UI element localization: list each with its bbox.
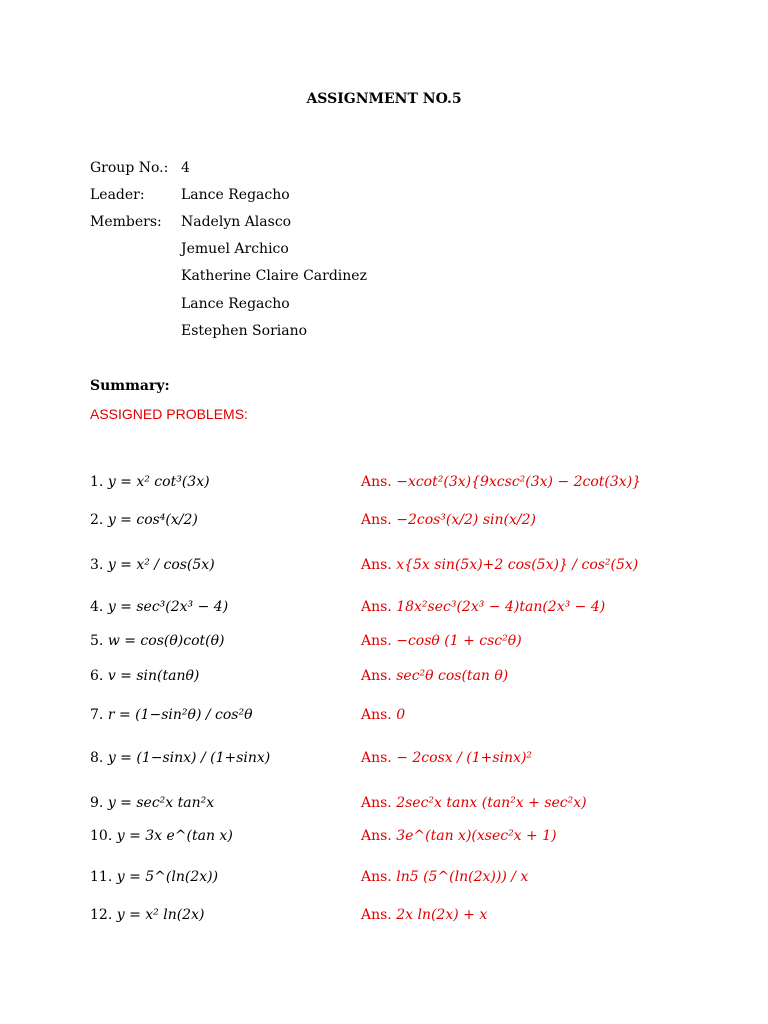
problem-number: 6. bbox=[90, 668, 104, 684]
problem-row bbox=[90, 557, 215, 573]
answer-expression: ln5 (5^(ln(2x))) / x bbox=[396, 869, 529, 885]
problem-expression: v = sin(tanθ) bbox=[107, 668, 200, 684]
assigned-problems-heading: ASSIGNED PROBLEMS: bbox=[90, 406, 248, 422]
member-name: Estephen Soriano bbox=[181, 323, 308, 339]
problem-row bbox=[90, 707, 253, 723]
problem-row bbox=[90, 474, 210, 490]
problem-expression: y = 3x e^(tan x) bbox=[116, 828, 233, 844]
member-name: Jemuel Archico bbox=[181, 241, 289, 257]
members-label: Members: bbox=[90, 214, 162, 230]
answer-expression: 3e^(tan x)(xsec²x + 1) bbox=[396, 828, 557, 844]
answer-label: Ans. bbox=[361, 828, 392, 844]
answer-row bbox=[361, 707, 405, 723]
answer-label: Ans. bbox=[361, 750, 392, 766]
problem-number: 10. bbox=[90, 828, 113, 844]
answer-expression: −xcot²(3x){9xcsc²(3x) − 2cot(3x)} bbox=[396, 474, 642, 490]
problem-expression: y = x² cot³(3x) bbox=[107, 474, 210, 490]
answer-expression: −cosθ (1 + csc²θ) bbox=[396, 633, 522, 649]
problem-number: 11. bbox=[90, 869, 113, 885]
answer-label: Ans. bbox=[361, 907, 392, 923]
problem-expression: y = sec²x tan²x bbox=[107, 795, 215, 811]
member-name: Lance Regacho bbox=[181, 296, 290, 312]
problem-row bbox=[90, 633, 224, 649]
problem-number: 4. bbox=[90, 599, 104, 615]
problem-number: 5. bbox=[90, 633, 104, 649]
problem-number: 9. bbox=[90, 795, 104, 811]
answer-expression: x{5x sin(5x)+2 cos(5x)} / cos²(5x) bbox=[396, 557, 639, 573]
answer-label: Ans. bbox=[361, 633, 392, 649]
problem-number: 8. bbox=[90, 750, 104, 766]
problem-row bbox=[90, 907, 204, 923]
summary-heading: Summary: bbox=[90, 378, 170, 394]
problem-expression: y = x² ln(2x) bbox=[116, 907, 205, 923]
problem-expression: r = (1−sin²θ) / cos²θ bbox=[107, 707, 253, 723]
answer-row bbox=[361, 668, 508, 684]
problem-row bbox=[90, 828, 233, 844]
answer-label: Ans. bbox=[361, 474, 392, 490]
answer-row bbox=[361, 557, 638, 573]
problem-number: 12. bbox=[90, 907, 113, 923]
problem-expression: y = sec³(2x³ − 4) bbox=[107, 599, 229, 615]
problem-row bbox=[90, 512, 198, 528]
answer-expression: 2sec²x tanx (tan²x + sec²x) bbox=[396, 795, 587, 811]
answer-expression: 0 bbox=[396, 707, 406, 723]
answer-row bbox=[361, 599, 605, 615]
answer-row bbox=[361, 907, 487, 923]
problem-number: 1. bbox=[90, 474, 104, 490]
answer-expression: 18x²sec³(2x³ − 4)tan(2x³ − 4) bbox=[396, 599, 606, 615]
leader-label: Leader: bbox=[90, 187, 145, 203]
answer-label: Ans. bbox=[361, 512, 392, 528]
answer-label: Ans. bbox=[361, 707, 392, 723]
problem-number: 7. bbox=[90, 707, 104, 723]
problem-row bbox=[90, 869, 218, 885]
answer-row bbox=[361, 750, 532, 766]
group-label: Group No.: bbox=[90, 160, 169, 176]
answer-row bbox=[361, 869, 528, 885]
problem-expression: y = cos⁴(x/2) bbox=[107, 512, 198, 528]
answer-row bbox=[361, 795, 587, 811]
problem-expression: y = 5^(ln(2x)) bbox=[116, 869, 219, 885]
answer-row bbox=[361, 512, 536, 528]
answer-label: Ans. bbox=[361, 599, 392, 615]
problem-expression: y = x² / cos(5x) bbox=[107, 557, 215, 573]
problem-row bbox=[90, 750, 270, 766]
group-value: 4 bbox=[181, 160, 190, 176]
problem-number: 2. bbox=[90, 512, 104, 528]
answer-row bbox=[361, 474, 641, 490]
answer-row bbox=[361, 633, 522, 649]
problem-row bbox=[90, 668, 199, 684]
answer-expression: 2x ln(2x) + x bbox=[396, 907, 488, 923]
answer-expression: sec²θ cos(tan θ) bbox=[396, 668, 509, 684]
member-name: Nadelyn Alasco bbox=[181, 214, 292, 230]
answer-label: Ans. bbox=[361, 795, 392, 811]
member-name: Katherine Claire Cardinez bbox=[181, 268, 367, 284]
answer-label: Ans. bbox=[361, 557, 392, 573]
problem-expression: w = cos(θ)cot(θ) bbox=[107, 633, 225, 649]
answer-expression: −2cos³(x/2) sin(x/2) bbox=[396, 512, 536, 528]
answer-label: Ans. bbox=[361, 668, 392, 684]
problem-row bbox=[90, 795, 214, 811]
answer-row bbox=[361, 828, 557, 844]
page-title: ASSIGNMENT NO.5 bbox=[306, 91, 462, 107]
problem-row bbox=[90, 599, 228, 615]
problem-expression: y = (1−sinx) / (1+sinx) bbox=[107, 750, 271, 766]
answer-label: Ans. bbox=[361, 869, 392, 885]
answer-expression: − 2cosx / (1+sinx)² bbox=[396, 750, 533, 766]
problem-number: 3. bbox=[90, 557, 104, 573]
leader-value: Lance Regacho bbox=[181, 187, 290, 203]
